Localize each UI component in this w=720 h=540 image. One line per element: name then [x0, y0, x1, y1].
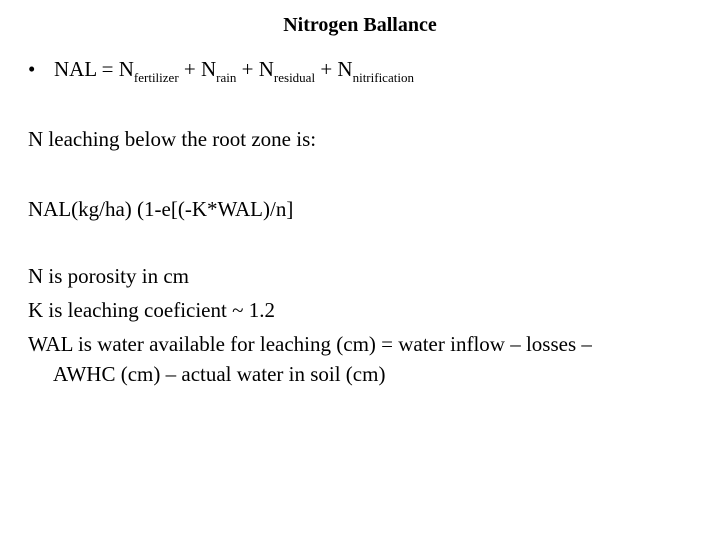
bullet-icon: • [28, 57, 36, 81]
term-rain: $N_{rain}$ + [201, 57, 259, 85]
wal-definition-continued: AWHC (cm) – actual water in soil (cm) [53, 362, 386, 386]
term-fertilizer: $N_{fertilizer}$ + [118, 57, 201, 85]
term-nitrification: $N_{nitrification}$ [337, 57, 414, 85]
coefficient-definition: K is leaching coeficient ~ 1.2 [28, 298, 275, 322]
leaching-formula: NAL(kg/ha) (1-e[(-K*WAL)/n] [28, 197, 294, 221]
wal-definition: WAL is water available for leaching (cm) = water inflow – losses – [28, 332, 592, 356]
slide-title: Nitrogen Ballance [283, 14, 437, 36]
nal-equation [28, 55, 414, 83]
equation-lhs: NAL = [54, 57, 119, 81]
porosity-definition: N is porosity in cm [28, 264, 189, 288]
leaching-intro: N leaching below the root zone is: [28, 127, 317, 151]
term-residual: $N_{residual}$ + [258, 57, 338, 85]
